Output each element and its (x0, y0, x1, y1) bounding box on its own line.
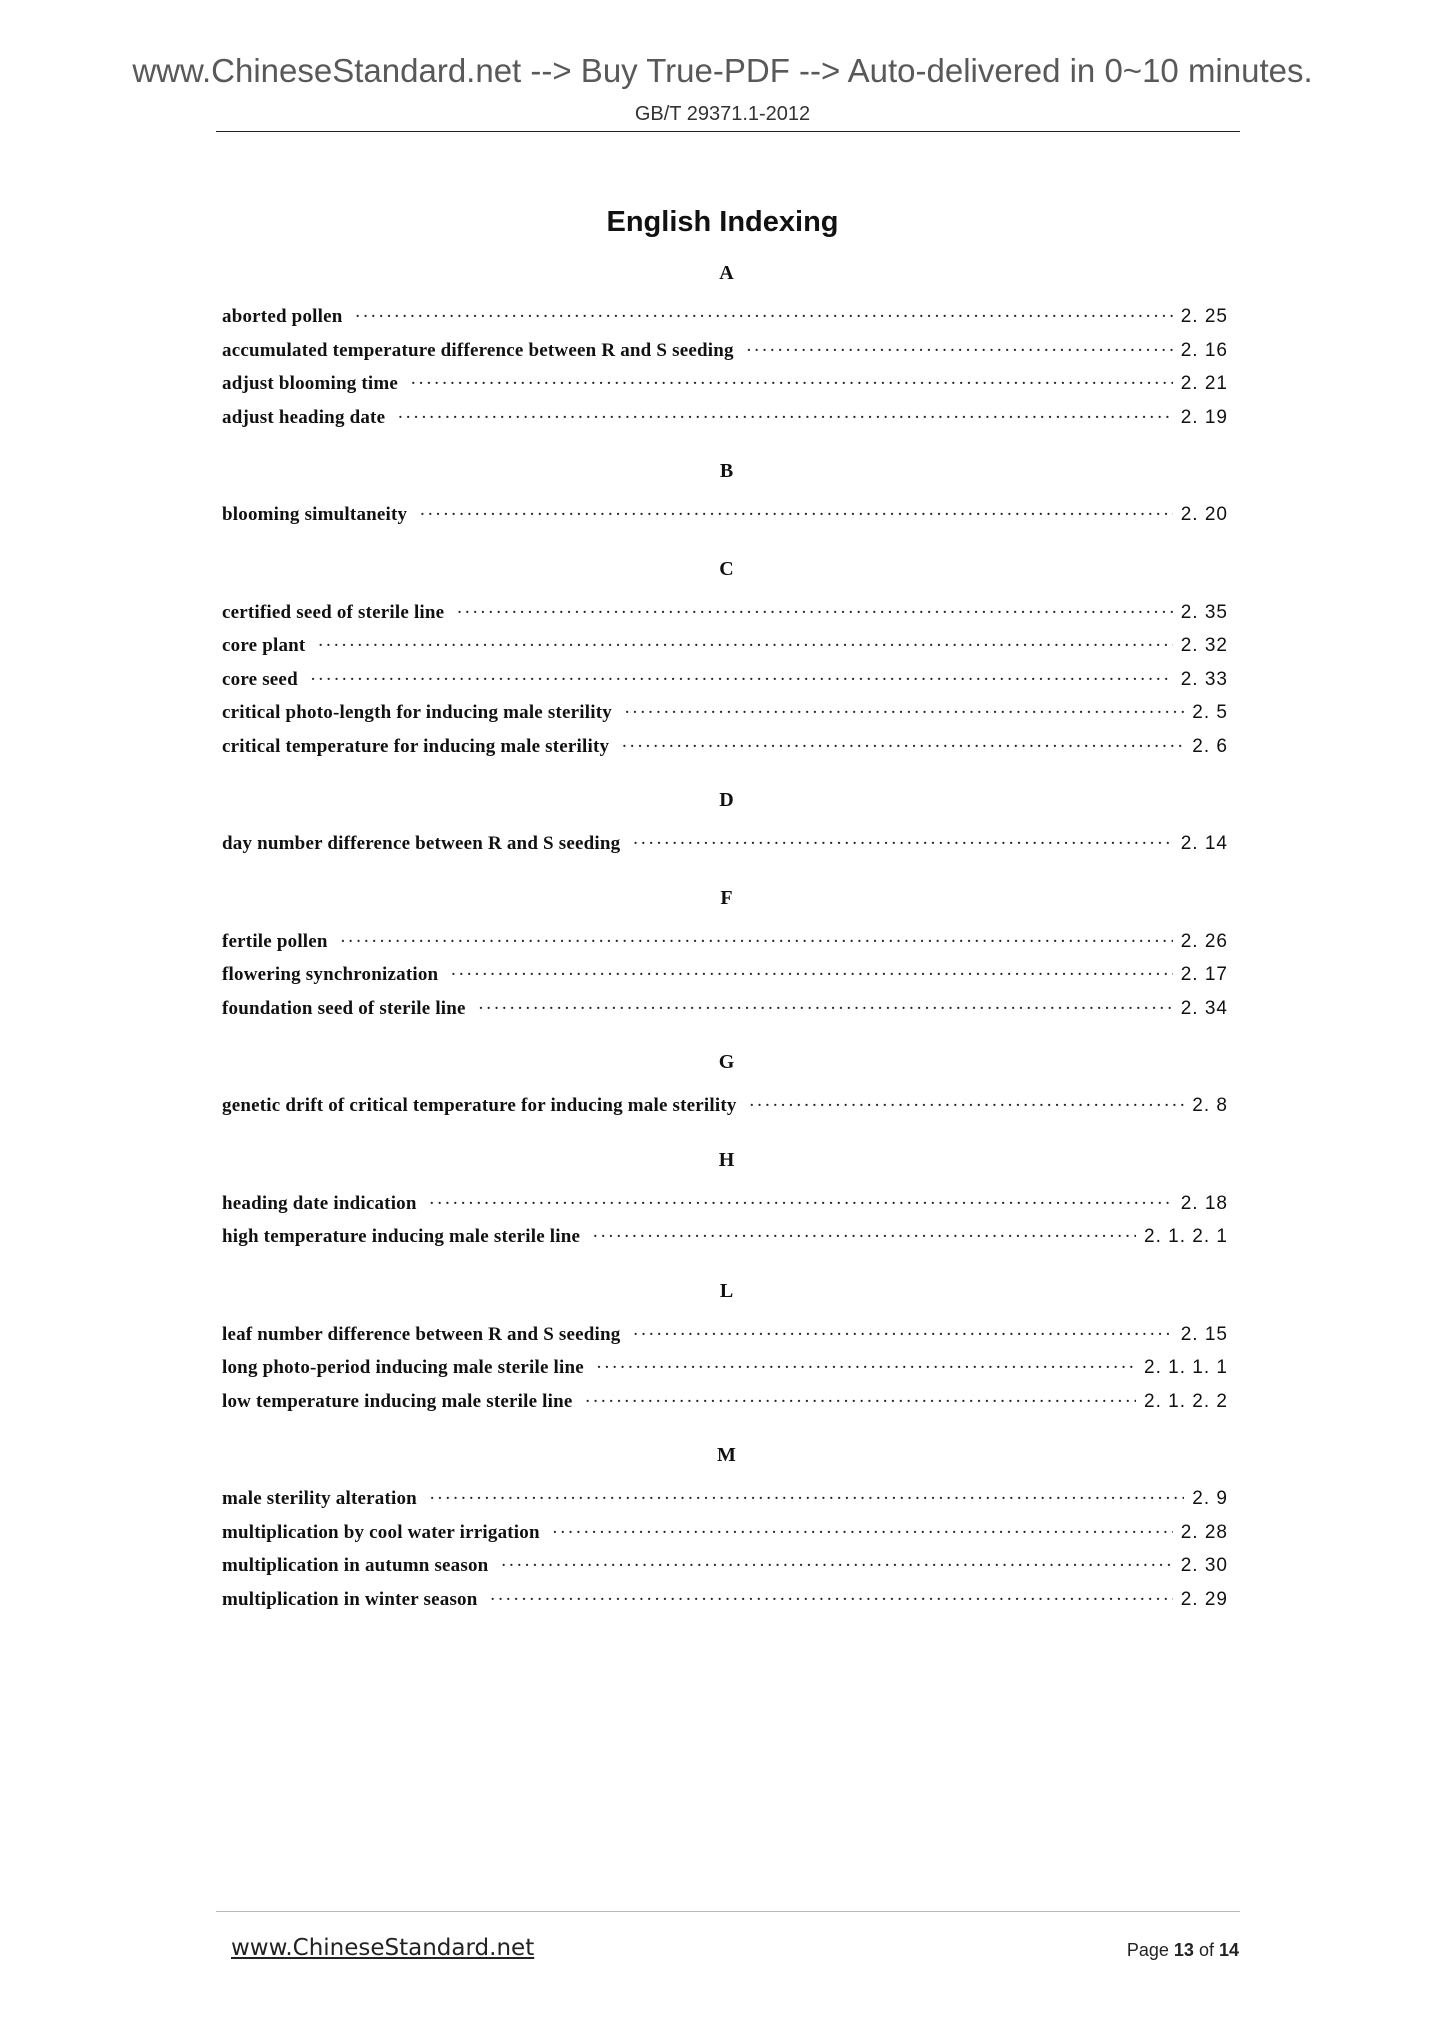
index-term: core plant (222, 635, 306, 656)
section-gap (222, 763, 1228, 785)
clause-reference: 2. 35 (1180, 601, 1228, 623)
clause-reference: 2. 6 (1192, 735, 1228, 757)
index-entry (222, 300, 1228, 334)
index-term: multiplication by cool water irrigation (222, 1521, 540, 1543)
clause-reference: 2. 20 (1180, 504, 1228, 525)
dot-leader (746, 334, 1173, 368)
section-gap (222, 861, 1228, 883)
dot-leader (490, 1583, 1173, 1617)
section-letter: A (719, 262, 734, 284)
footer-divider (216, 1911, 1240, 1912)
clause-reference: 2. 28 (1180, 1521, 1228, 1543)
dot-leader (456, 596, 1172, 630)
index-term: core seed (222, 668, 298, 690)
dot-leader (500, 1549, 1172, 1583)
dot-leader (429, 1187, 1173, 1221)
dot-leader (585, 1385, 1137, 1419)
clause-reference: 2. 21 (1180, 373, 1228, 394)
index-entry (222, 334, 1228, 368)
index-entry (222, 730, 1228, 764)
header-banner[interactable]: www.ChineseStandard.net --> Buy True-PDF --> Auto-delivered in 0~10 minutes. (132, 52, 1313, 89)
index-entry (222, 629, 1228, 663)
section-gap (222, 1025, 1228, 1047)
dot-leader (633, 1318, 1173, 1352)
index-entry (222, 401, 1228, 435)
index-entry (222, 1089, 1228, 1123)
header-divider (216, 131, 1240, 132)
clause-reference: 2. 14 (1180, 833, 1228, 854)
index-entry (222, 1385, 1228, 1419)
section-gap (222, 1123, 1228, 1145)
index-entry (222, 696, 1228, 730)
index-term: flowering synchronization (222, 964, 439, 985)
dot-leader (552, 1516, 1173, 1550)
section-letter: M (717, 1444, 736, 1466)
section-gap (222, 1254, 1228, 1276)
section-letter: D (719, 789, 734, 811)
dot-leader (410, 367, 1173, 401)
clause-reference: 2. 33 (1180, 668, 1228, 690)
index-term: male sterility alteration (222, 1488, 417, 1509)
index-entry (222, 1583, 1228, 1617)
index-term: critical temperature for inducing male sterility (222, 735, 610, 757)
clause-reference: 2. 1. 1. 1 (1144, 1357, 1228, 1378)
index-term: high temperature inducing male sterile line (222, 1226, 581, 1247)
dot-leader (624, 696, 1184, 730)
dot-leader (317, 629, 1172, 663)
clause-reference: 2. 15 (1180, 1323, 1228, 1345)
section-letter: H (718, 1148, 735, 1171)
index-term: leaf number difference between R and S seeding (222, 1323, 621, 1345)
section-gap (222, 434, 1228, 456)
clause-reference: 2. 29 (1180, 1588, 1228, 1610)
clause-reference: 2. 1. 2. 2 (1144, 1390, 1228, 1412)
index-term: low temperature inducing male sterile line (222, 1390, 573, 1412)
clause-reference: 2. 9 (1192, 1488, 1228, 1509)
standard-code: GB/T 29371.1-2012 (634, 103, 811, 125)
section-letter: C (719, 557, 734, 580)
dot-leader (621, 730, 1184, 764)
index-entry (222, 1549, 1228, 1583)
clause-reference: 2. 26 (1180, 930, 1228, 952)
index-entry (222, 367, 1228, 401)
clause-reference: 2. 30 (1180, 1555, 1228, 1576)
index-entry (222, 958, 1228, 992)
clause-reference: 2. 8 (1192, 1095, 1228, 1116)
dot-leader (397, 401, 1173, 435)
index-entry (222, 663, 1228, 697)
index-entry (222, 1220, 1228, 1254)
footer-website-link[interactable]: www.ChineseStandard.net (231, 1935, 535, 1961)
dot-leader (450, 958, 1172, 992)
index-term: critical photo-length for inducing male sterility (222, 702, 612, 723)
clause-reference: 2. 1. 2. 1 (1144, 1226, 1228, 1247)
index-term: genetic drift of critical temperature for inducing male sterility (222, 1095, 737, 1116)
page-current: 13 (1173, 1940, 1194, 1960)
clause-reference: 2. 34 (1180, 997, 1228, 1019)
dot-leader (632, 827, 1172, 861)
section-letter: F (720, 886, 733, 909)
index-term: multiplication in winter season (222, 1588, 478, 1610)
dot-leader (310, 663, 1173, 697)
page-label: Page (1126, 1940, 1169, 1960)
section-letter: L (719, 1279, 734, 1302)
index-term: long photo-period inducing male sterile line (222, 1357, 584, 1378)
page-title: English Indexing (606, 206, 839, 238)
index-term: aborted pollen (222, 306, 343, 327)
index-term: adjust blooming time (222, 373, 399, 394)
dot-leader (429, 1482, 1184, 1516)
clause-reference: 2. 25 (1180, 306, 1228, 327)
dot-leader (596, 1351, 1136, 1385)
page-total: 14 (1218, 1940, 1239, 1960)
section-gap (222, 532, 1228, 554)
index-term: day number difference between R and S seeding (222, 833, 621, 854)
clause-reference: 2. 32 (1180, 635, 1228, 656)
clause-reference: 2. 18 (1180, 1192, 1228, 1214)
dot-leader (419, 498, 1172, 532)
clause-reference: 2. 19 (1180, 406, 1228, 428)
section-letter: B (719, 460, 734, 482)
dot-leader (592, 1220, 1136, 1254)
dot-leader (355, 300, 1173, 334)
english-index (222, 258, 1228, 1616)
index-term: fertile pollen (222, 930, 328, 952)
index-entry (222, 1482, 1228, 1516)
index-entry (222, 827, 1228, 861)
index-entry (222, 992, 1228, 1026)
index-term: heading date indication (222, 1192, 417, 1214)
index-entry (222, 1351, 1228, 1385)
clause-reference: 2. 5 (1192, 702, 1228, 723)
page-of-label: of (1198, 1940, 1214, 1960)
page-number (1127, 1940, 1239, 1961)
clause-reference: 2. 17 (1180, 964, 1228, 985)
dot-leader (749, 1089, 1185, 1123)
index-entry (222, 596, 1228, 630)
index-entry (222, 1187, 1228, 1221)
index-entry (222, 1516, 1228, 1550)
index-term: blooming simultaneity (222, 504, 408, 525)
section-gap (222, 1418, 1228, 1440)
index-term: accumulated temperature difference between R and S seeding (222, 339, 734, 361)
section-letter: G (718, 1051, 735, 1073)
index-entry (222, 925, 1228, 959)
dot-leader (478, 992, 1173, 1026)
dot-leader (340, 925, 1173, 959)
index-term: foundation seed of sterile line (222, 997, 466, 1019)
clause-reference: 2. 16 (1180, 339, 1228, 361)
index-term: adjust heading date (222, 406, 386, 428)
index-term: certified seed of sterile line (222, 601, 445, 623)
index-entry (222, 1318, 1228, 1352)
index-term: multiplication in autumn season (222, 1555, 489, 1576)
index-entry (222, 498, 1228, 532)
